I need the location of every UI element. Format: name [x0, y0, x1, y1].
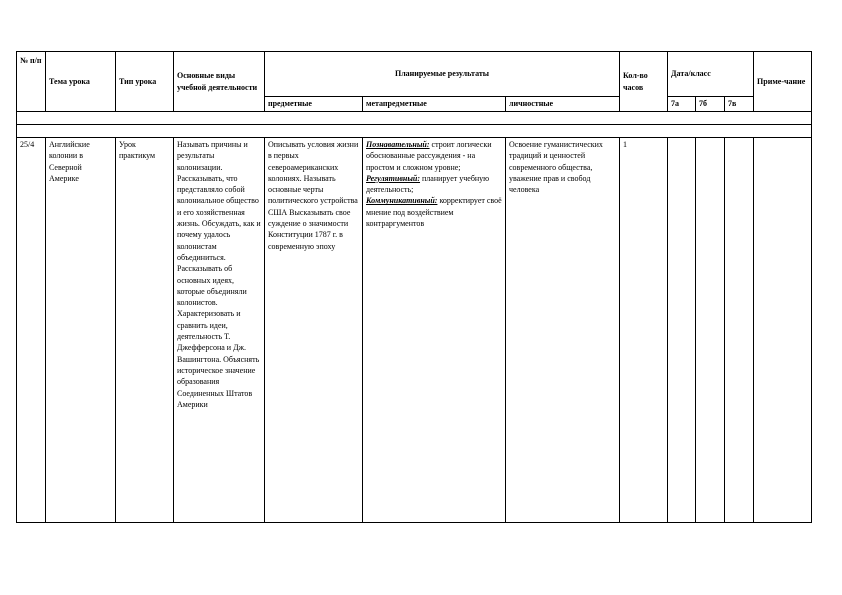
lesson-row: [17, 138, 812, 523]
header-class-7a-text: 7а: [671, 99, 680, 109]
cell-subject-results-text: Описывать условия жизни в первых североамериканских колониях. Называть основные черты политического устройства США Высказывать свое суждение о значимости Конституции 1787 г. в современную эпоху: [268, 140, 359, 251]
meta-communicative-text: корректирует своё мнение под воздействием контраргументов: [366, 196, 502, 229]
header-metasubject-text: метапредметные: [366, 99, 427, 109]
cell-topic: [46, 138, 116, 523]
cell-topic-text: Английские колонии в Северной Америке: [49, 140, 90, 183]
header-type: [116, 52, 174, 112]
cell-subject-results: [265, 138, 363, 523]
header-note-text: Приме-чание: [757, 76, 806, 86]
header-metasubject: [363, 97, 506, 112]
header-num: [17, 52, 46, 112]
meta-cognitive-text: строит логически обоснованные рассуждения - на простом и сложном уровне;: [366, 140, 492, 172]
header-topic: [46, 52, 116, 112]
header-date-class-text: Дата/класс: [671, 69, 711, 79]
header-class-7v-text: 7в: [728, 99, 737, 109]
cell-personal-results: [506, 138, 620, 523]
header-subject-text: предметные: [268, 99, 312, 109]
lesson-plan-table: [16, 51, 812, 523]
meta-regulative-text: планирует учебную деятельность;: [366, 173, 490, 195]
cell-metasubject-results: [363, 138, 506, 523]
meta-cognitive-label: Познавательный:: [366, 140, 430, 149]
header-class-7a: [668, 97, 696, 112]
meta-communicative-label: Коммуникативный:: [366, 196, 438, 206]
cell-activities: [174, 138, 265, 523]
cell-activities-text: Называть причины и результаты колонизации. Рассказывать, что представляло собой колониальное общество и его хозяйственная жизнь. Обсуждать, как и почему удалось колонистам объединиться. Рассказывать об основных идеях, которые объединяли колонистов. Характеризовать и сравнить идеи, деятельность Т. Джефферсона и Дж. Вашингтона. Объяснять историческое значение образования Соединенных Штатов Америки: [177, 140, 261, 409]
cell-personal-results-text: Освоение гуманистических традиций и ценностей современного общества, уважение прав и свобод человека: [509, 140, 603, 195]
header-type-text: Тип урока: [119, 76, 157, 86]
cell-note: [754, 138, 812, 523]
header-hours-text: Кол-во часов: [623, 71, 648, 92]
header-planned-results-text: Планируемые результаты: [394, 69, 490, 79]
header-subject: [265, 97, 363, 112]
cell-num-text: 25/4: [20, 140, 35, 149]
header-row-1: [17, 52, 812, 97]
header-note: [754, 52, 812, 112]
meta-regulative-label: Регулятивный:: [366, 173, 421, 183]
spacer-row-1: [17, 112, 812, 125]
header-personal-text: личностные: [509, 99, 554, 109]
cell-date-7a: [668, 138, 696, 523]
cell-hours-text: 1: [623, 140, 628, 149]
header-class-7v: [725, 97, 754, 112]
cell-hours: [620, 138, 668, 523]
header-num-text: № п/п: [20, 56, 42, 65]
header-date-class: [668, 52, 754, 97]
header-activities: [174, 52, 265, 112]
header-class-7b: [696, 97, 725, 112]
spacer-cell-1: [17, 112, 812, 125]
cell-date-7b: [696, 138, 725, 523]
header-planned-results: [265, 52, 620, 97]
header-personal: [506, 97, 620, 112]
cell-type-text: Урок практикум: [119, 140, 156, 161]
header-activities-text: Основные виды учебной деятельности: [177, 71, 258, 92]
cell-num: [17, 138, 46, 523]
header-class-7b-text: 7б: [699, 99, 708, 109]
header-hours: [620, 52, 668, 112]
spacer-cell-2: [17, 125, 812, 138]
spacer-row-2: [17, 125, 812, 138]
header-topic-text: Тема урока: [49, 76, 90, 86]
cell-type: [116, 138, 174, 523]
cell-date-7v: [725, 138, 754, 523]
